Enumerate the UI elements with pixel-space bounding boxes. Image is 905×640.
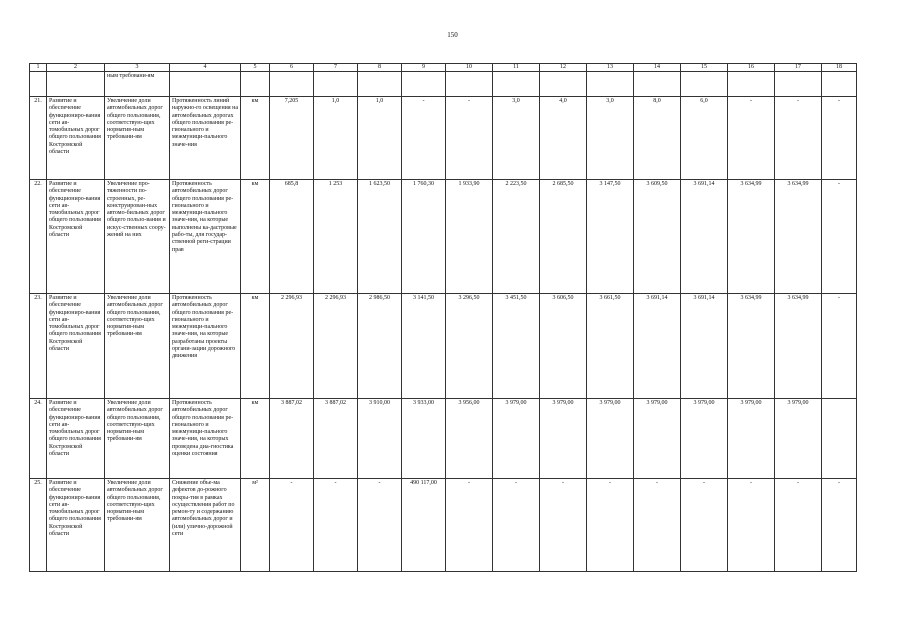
value-cell: 3 451,50 [493, 294, 540, 399]
value-cell: 3 979,00 [634, 399, 681, 479]
header-cell: 8 [358, 64, 402, 72]
indicator-cell: Протяженность автомобильных дорог общего пользования ре-гионального и межмуници-пального значе-ния, на которые разработаны проекты органи-зации дорожного движения [170, 294, 241, 399]
value-cell: - [540, 479, 587, 572]
table-cell [587, 72, 634, 97]
value-cell: - [446, 97, 493, 180]
value-cell: - [493, 479, 540, 572]
value-cell: 3 979,00 [728, 399, 775, 479]
indicator-cell: Протяженность автомобильных дорог общего пользования ре-гионального и межмуници-пального значе-ния, на которые выполнены ка-дастровые рабо-ты, для государ-ственной реги-страции прав [170, 180, 241, 294]
value-cell: 3 661,50 [587, 294, 634, 399]
value-cell: 4,0 [540, 97, 587, 180]
continuation-row [30, 72, 857, 97]
value-cell: - [446, 479, 493, 572]
direction-cell: Развитие и обеспечение функциониро-вания сети ав-томобильных дорог общего пользования Костромской области [47, 180, 105, 294]
table-cell: ным требовани-ям [105, 72, 170, 97]
value-cell: 1,0 [314, 97, 358, 180]
value-cell: - [775, 479, 822, 572]
value-cell: 3 296,50 [446, 294, 493, 399]
value-cell: 490 117,00 [402, 479, 446, 572]
value-cell: - [728, 97, 775, 180]
value-cell: - [775, 97, 822, 180]
table-cell [681, 72, 728, 97]
table-cell [47, 72, 105, 97]
table-cell [775, 72, 822, 97]
value-cell: - [728, 479, 775, 572]
value-cell: - [314, 479, 358, 572]
value-cell: 3 910,00 [358, 399, 402, 479]
row-number: 21. [30, 97, 47, 180]
header-cell: 10 [446, 64, 493, 72]
value-cell: 3 634,99 [728, 180, 775, 294]
indicators-table [29, 63, 857, 572]
table-cell [358, 72, 402, 97]
value-cell: 3 691,14 [681, 180, 728, 294]
table-row [30, 399, 857, 479]
header-cell: 7 [314, 64, 358, 72]
header-cell: 18 [822, 64, 857, 72]
table-cell [634, 72, 681, 97]
value-cell: - [822, 294, 857, 399]
value-cell: - [358, 479, 402, 572]
value-cell: 3 606,50 [540, 294, 587, 399]
value-cell: 3,0 [587, 97, 634, 180]
table-cell [170, 72, 241, 97]
value-cell: 2 986,50 [358, 294, 402, 399]
header-cell: 13 [587, 64, 634, 72]
value-cell: 3 979,00 [587, 399, 634, 479]
table-cell [728, 72, 775, 97]
value-cell: 3 147,50 [587, 180, 634, 294]
table-cell [270, 72, 314, 97]
value-cell: 1 623,50 [358, 180, 402, 294]
value-cell: 3 691,14 [681, 294, 728, 399]
header-cell: 6 [270, 64, 314, 72]
table-cell [540, 72, 587, 97]
unit-cell: км [241, 180, 270, 294]
goal-cell: Увеличение про-тяженности по-строенных, ре-конструирован-ных автомо-бильных дорог общего пользо-вания и искус-ственных соору-жений на них [105, 180, 170, 294]
value-cell: - [822, 180, 857, 294]
table-cell [30, 72, 47, 97]
value-cell: 8,0 [634, 97, 681, 180]
goal-cell: Увеличение доли автомобильных дорог общего пользования, соответствую-щих норматив-ным требовани-ям [105, 97, 170, 180]
header-cell: 9 [402, 64, 446, 72]
value-cell: 2 685,50 [540, 180, 587, 294]
unit-cell: м² [241, 479, 270, 572]
goal-cell: Увеличение доли автомобильных дорог общего пользования, соответствую-щих норматив-ным требовани-ям [105, 399, 170, 479]
value-cell: 3 634,99 [728, 294, 775, 399]
value-cell: 3 956,00 [446, 399, 493, 479]
value-cell: 3 634,99 [775, 180, 822, 294]
value-cell: - [270, 479, 314, 572]
value-cell: 1,0 [358, 97, 402, 180]
header-cell: 3 [105, 64, 170, 72]
page-number: 150 [447, 31, 458, 39]
header-cell: 2 [47, 64, 105, 72]
indicator-cell: Снижение объе-ма дефектов до-рожного покры-тия в рамках осуществления работ по ремон-ту и содержанию автомобильных дорог и (или) улично-дорожной сети [170, 479, 241, 572]
value-cell: - [822, 479, 857, 572]
value-cell: 1 760,30 [402, 180, 446, 294]
value-cell: 3 609,50 [634, 180, 681, 294]
header-cell: 11 [493, 64, 540, 72]
header-cell: 5 [241, 64, 270, 72]
header-cell: 4 [170, 64, 241, 72]
unit-cell: км [241, 97, 270, 180]
value-cell: 7,205 [270, 97, 314, 180]
value-cell: - [681, 479, 728, 572]
value-cell: - [634, 479, 681, 572]
value-cell: 3 887,02 [314, 399, 358, 479]
value-cell: 3,0 [493, 97, 540, 180]
direction-cell: Развитие и обеспечение функциониро-вания сети ав-томобильных дорог общего пользования Костромской области [47, 294, 105, 399]
value-cell: 1 933,90 [446, 180, 493, 294]
value-cell: 3 887,02 [270, 399, 314, 479]
row-number: 24. [30, 399, 47, 479]
value-cell: 3 979,00 [493, 399, 540, 479]
value-cell: 3 979,00 [775, 399, 822, 479]
value-cell: 1 253 [314, 180, 358, 294]
table-row [30, 97, 857, 180]
value-cell [822, 399, 857, 479]
header-cell: 14 [634, 64, 681, 72]
value-cell: - [822, 97, 857, 180]
value-cell: 2 296,93 [314, 294, 358, 399]
value-cell: - [402, 97, 446, 180]
header-cell: 16 [728, 64, 775, 72]
table-cell [314, 72, 358, 97]
value-cell: 6,0 [681, 97, 728, 180]
value-cell: 3 141,50 [402, 294, 446, 399]
row-number: 23. [30, 294, 47, 399]
header-cell: 12 [540, 64, 587, 72]
goal-cell: Увеличение доли автомобильных дорог общего пользования, соответствую-щих норматив-ным требовани-ям [105, 294, 170, 399]
table-cell [402, 72, 446, 97]
value-cell: 685,8 [270, 180, 314, 294]
goal-cell: Увеличение доли автомобильных дорог общего пользования, соответствую-щих норматив-ным требовани-ям [105, 479, 170, 572]
header-cell: 1 [30, 64, 47, 72]
header-cell: 17 [775, 64, 822, 72]
value-cell: 2 223,50 [493, 180, 540, 294]
unit-cell: км [241, 399, 270, 479]
indicator-cell: Протяженность линий наружно-го освещения на автомобильных дорогах общего пользования ре-гионального и межмуници-пального значе-ния [170, 97, 241, 180]
indicator-cell: Протяженность автомобильных дорог общего пользования ре-гионального и межмуници-пального значе-ния, на которых проведена диа-гностика оценки состояния [170, 399, 241, 479]
table-cell [241, 72, 270, 97]
direction-cell: Развитие и обеспечение функциониро-вания сети ав-томобильных дорог общего пользования Костромской области [47, 399, 105, 479]
table-row [30, 180, 857, 294]
value-cell: 3 691,14 [634, 294, 681, 399]
direction-cell: Развитие и обеспечение функциониро-вания сети ав-томобильных дорог общего пользования Костромской области [47, 479, 105, 572]
table-cell [446, 72, 493, 97]
direction-cell: Развитие и обеспечение функциониро-вания сети ав-томобильных дорог общего пользования Костромской области [47, 97, 105, 180]
row-number: 22. [30, 180, 47, 294]
row-number: 25. [30, 479, 47, 572]
table-row [30, 294, 857, 399]
table-cell [822, 72, 857, 97]
value-cell: - [587, 479, 634, 572]
value-cell: 3 979,00 [540, 399, 587, 479]
header-cell: 15 [681, 64, 728, 72]
value-cell: 3 933,00 [402, 399, 446, 479]
value-cell: 3 634,99 [775, 294, 822, 399]
table-row [30, 479, 857, 572]
unit-cell: км [241, 294, 270, 399]
value-cell: 2 296,93 [270, 294, 314, 399]
header-row [30, 64, 857, 72]
value-cell: 3 979,00 [681, 399, 728, 479]
table-cell [493, 72, 540, 97]
